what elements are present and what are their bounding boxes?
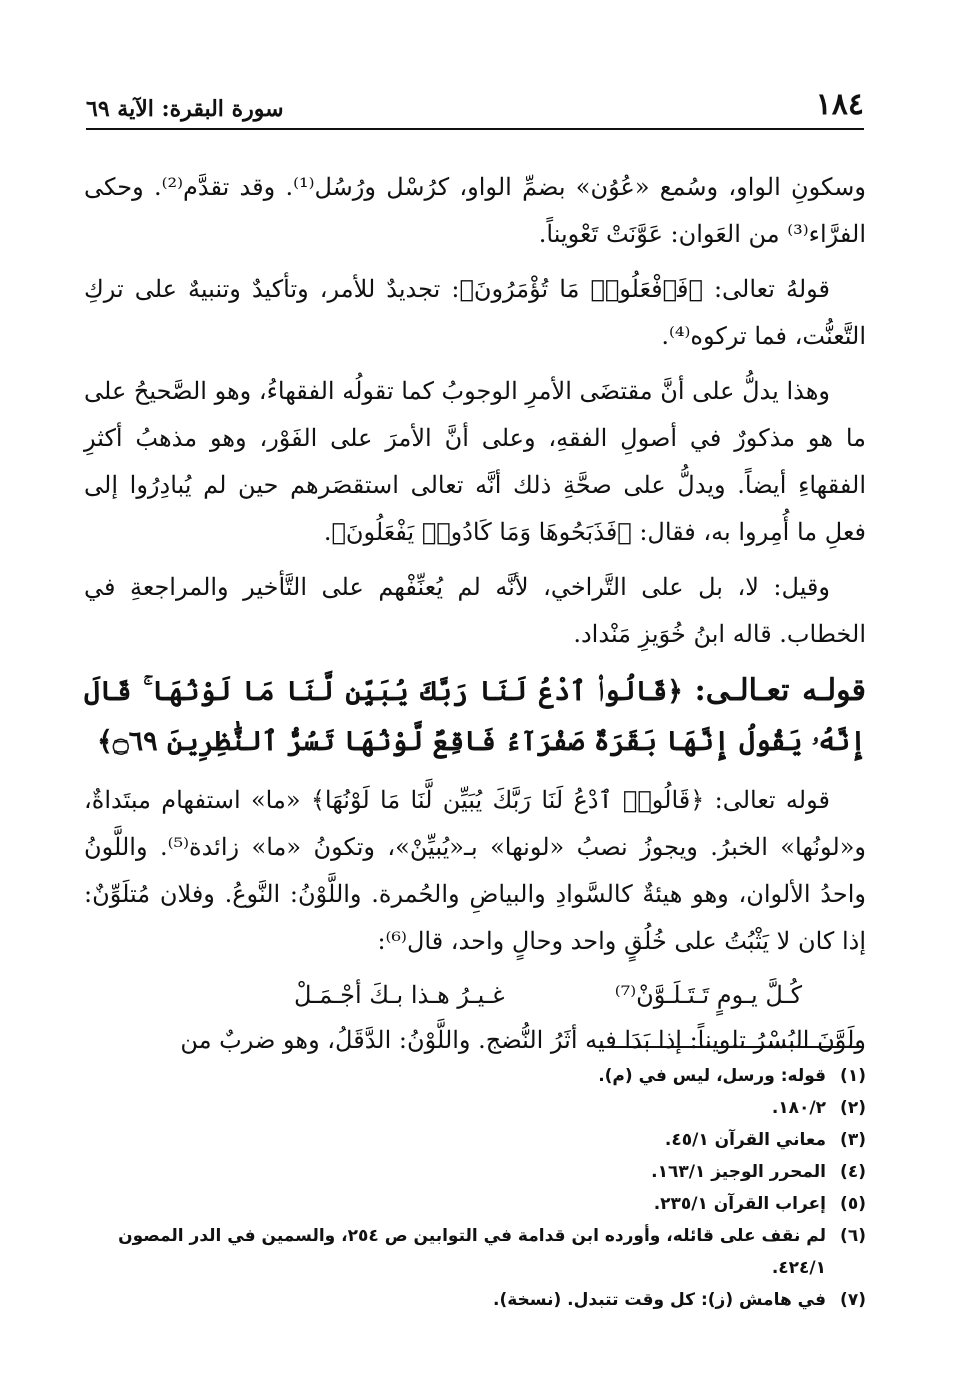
paragraph-5: قوله تعالى: ﴿قَالُوا۟ ٱدْعُ لَنَا رَبَّكَ يُبَيِّن لَّنَا مَا لَوْنُهَا﴾ «ما» استفهام مبتَداةٌ، و«لونُها» الخبرُ. ويجوزُ نصبُ «لونها» بـ«يُبيِّنْ»، وتكونُ «ما» زائدة⁽⁵⁾. واللَّونُ واحدُ الألوان، وهو هيئةٌ كالسَّوادِ والبياضِ والحُمرة. واللَّوْنُ: النَّوعُ. وفلان مُتلَوِّنٌ: إذا كان لا يَثْبُتُ على خُلُقٍ واحد وحالٍ واحد، قال⁽⁶⁾: xyxy=(84,786,866,955)
footnote-item xyxy=(90,1220,866,1284)
footnote-text: معاني القرآن ٤٥/١. xyxy=(664,1130,826,1150)
footnote-item xyxy=(90,1092,866,1124)
footnote-item xyxy=(90,1284,866,1316)
poem-hemistich-right: كُـلَّ يـومٍ تَـتَـلَـوَّنْ⁽⁷⁾ xyxy=(614,981,802,1009)
paragraph-3: وهذا يدلُّ على أنَّ مقتضَى الأمرِ الوجوبُ كما تقولُه الفقهاءُ، وهو الصَّحيحُ على ما هو مذكورٌ في أصولِ الفقهِ، وعلى أنَّ الأمرَ على الفَوْر، وهو مذهبُ أكثرِ الفقهاءِ أيضاً. ويدلُّ على صحَّةِ ذلك أنَّه تعالى استقصَرهم حين لم يُبادِرُوا إلى فعلِ ما أُمِروا به، فقال: ﴿فَذَبَحُوهَا وَمَا كَادُوا۟ يَفْعَلُونَ﴾. xyxy=(84,377,866,546)
footnote-divider xyxy=(596,1046,864,1048)
paragraph-6: ولَوَّنَ البُسْرُ تلويناً: إذا بَدَا فيه أثَرُ النُّضج. واللَّوْنُ: الدَّقَلُ، وهو ضربٌ من xyxy=(180,1026,866,1054)
poem-verse xyxy=(84,973,866,1017)
footnote-number: (٢) xyxy=(840,1098,866,1118)
footnote-text: قوله: ورسل، ليس في (م). xyxy=(598,1066,826,1086)
footnote-item xyxy=(90,1156,866,1188)
footnote-number: (٧) xyxy=(840,1290,866,1310)
main-text xyxy=(84,164,866,1072)
footnote-item xyxy=(90,1188,866,1220)
footnote-text: المحرر الوجيز ١٦٣/١. xyxy=(651,1162,826,1182)
paragraph-1: وسكونِ الواو، وسُمع «عُوُن» بضمِّ الواو، كرُسْل ورُسُل⁽¹⁾. وقد تقدَّم⁽²⁾. وحكى الفرَّاء⁽³⁾ من العَوان: عَوَّنَتْ تَعْويناً. xyxy=(84,173,866,248)
footnote-text: ١٨٠/٢. xyxy=(771,1098,826,1118)
footnote-text: إعراب القرآن ٢٣٥/١. xyxy=(653,1194,826,1214)
footnote-number: (٤) xyxy=(840,1162,866,1182)
verse-heading xyxy=(84,666,866,767)
footnote-number: (٦) xyxy=(840,1226,866,1246)
footnote-item xyxy=(90,1124,866,1156)
paragraph-4: وقيل: لا، بل على التَّراخي، لأنَّه لم يُعنِّفْهم على التَّأخير والمراجعةِ في الخطاب. قاله ابنُ خُوَيزِ مَنْداد. xyxy=(84,573,866,648)
verse-heading-label: قولـه تعـالـى: xyxy=(694,673,866,708)
footnote-text: لم نقف على قائله، وأورده ابن قدامة في التوابين ص ٢٥٤، والسمين في الدر المصون ٤٢٤/١. xyxy=(118,1226,826,1278)
verse-heading-text: ﴿قَالُوا۟ ٱدْعُ لَنَا رَبَّكَ يُبَيِّن لَّنَا مَا لَوْنُهَا ۚ قَالَ إِنَّهُۥ يَقُولُ إِنَّهَا بَقَرَةٌ صَفْرَآءُ فَاقِعٌ لَّوْنُهَا تَسُرُّ ٱلنَّٰظِرِينَ ۝٦٩﴾ xyxy=(84,676,866,757)
paragraph-2: قولهُ تعالى: ﴿فَٱفْعَلُوا۟ مَا تُؤْمَرُونَ﴾: تجديدٌ للأمر، وتأكيدٌ وتنبيهٌ على تركِ التَّعنُّت، فما تركوه⁽⁴⁾. xyxy=(84,275,866,350)
footnote-text: في هامش (ز): كل وقت تتبدل. (نسخة). xyxy=(493,1290,826,1310)
page-header xyxy=(86,86,864,130)
footnote-number: (٥) xyxy=(840,1194,866,1214)
footnote-item xyxy=(90,1060,866,1092)
running-title: سورة البقرة: الآية ٦٩ xyxy=(86,96,284,122)
footnotes xyxy=(90,1060,866,1316)
poem-hemistich-left: غـيـرُ هـذا بـكَ أجْـمَـلْ xyxy=(294,981,505,1009)
page-number: ١٨٤ xyxy=(815,87,864,122)
footnote-number: (٣) xyxy=(840,1130,866,1150)
footnote-number: (١) xyxy=(840,1066,866,1086)
